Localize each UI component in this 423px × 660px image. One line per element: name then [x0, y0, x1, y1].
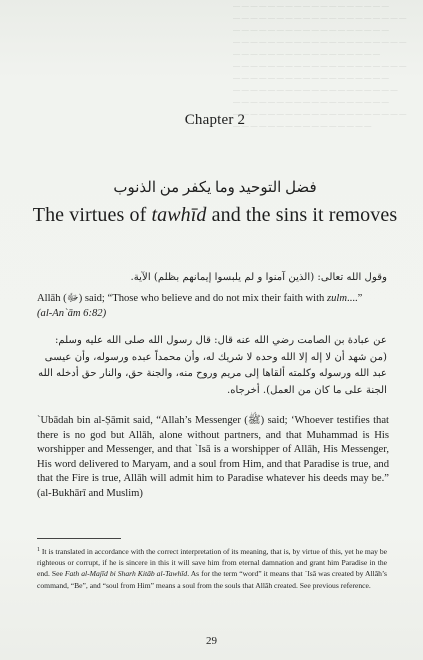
- footnote-marker: 1: [37, 547, 40, 553]
- title-part-2: and the sins it removes: [206, 204, 398, 226]
- verse-citation: (al-An`ām 6:82): [37, 307, 107, 319]
- footnote-text-2: . As for the term “word” it means that `Isā was created by Allāh’s command, “Be”, and “soul from Him” means a soul from the souls that Allāh created. See previous reference.: [37, 569, 387, 590]
- english-verse: [37, 292, 389, 321]
- english-chapter-title: [30, 204, 400, 227]
- english-hadith: `Ubādah bin al-Ṣāmit said, “Allah’s Messenger (ﷺ) said; ‘Whoever testifies that there is no god but Allāh, alone without partners, and that Muhammad is His worshipper and Messenger, and that `Isā is a worshipper of Allāh, His Messenger, His word delivered to Maryam, and a soul from Him, and that Paradise is true, and that the Fire is true, Allāh will admit him to Paradise whatever his deeds may be.” (al-Bukhārī and Muslim): [37, 415, 389, 499]
- chapter-heading: Chapter 2: [184, 112, 246, 128]
- footnote-rule: [37, 538, 121, 539]
- title-part-1: The virtues of: [32, 204, 152, 226]
- page-number: 29: [206, 635, 217, 647]
- verse-text-2: ....”: [347, 293, 363, 304]
- footnote: [37, 545, 387, 591]
- arabic-verse: وقول الله تعالى: (الذين آمنوا و لم يلبسوا إيمانهم بظلم) الآية.: [130, 272, 387, 283]
- show-through-text: — — — — — — — — — — — — — — — — — — — — — — — — — — — — — — — — — — — — — — — — — — — — — — — — — — — — — — — — — — — — — — — — — — — — — — — — — — — — — — — — — — — — — — — — — — — — — — — — — — — — — — — — — — — — — — — — — — — — — — — — — — — — — — — — — — — — — — — — — — — — — — — — — — — — — — — — — — — — — — — — — — — — — — — — — — — — — — — — — — — — — — — — — — — — — — — — — — — — — — — — — — — —: [233, 2, 407, 130]
- verse-italic: zulm: [327, 293, 348, 304]
- arabic-chapter-title: فضل التوحيد وما يكفر من الذنوب: [113, 180, 317, 196]
- title-italic: tawhīd: [151, 204, 207, 226]
- footnote-text-1: It is translated in accordance with the correct interpretation of its meaning, that is, by virtue of this, yet he may be righteous or corrupt, if he is sincere in this it will save him from eternal damnation and grant him Paradise in the end. See: [37, 547, 387, 579]
- footnote-italic: Fath al-Majīd bi Sharh Kitāb al-Tawhīd: [64, 569, 188, 579]
- arabic-hadith: عن عبادة بن الصامت رضي الله عنه قال: قال رسول الله صلى الله عليه وسلم: (من شهد أن لا إله إلا الله وحده لا شريك له، وأن محمداً عبده ورسوله، وأن عيسى عبد الله ورسوله وكلمته ألقاها إلى مريم وروح منه، والجنة حق، والنار حق أدخله الله الجنة على ما كان من العمل). أخرجاه.: [38, 335, 387, 396]
- verse-text-1: Allāh (ﷻ) said; “Those who believe and do not mix their faith with: [37, 293, 327, 304]
